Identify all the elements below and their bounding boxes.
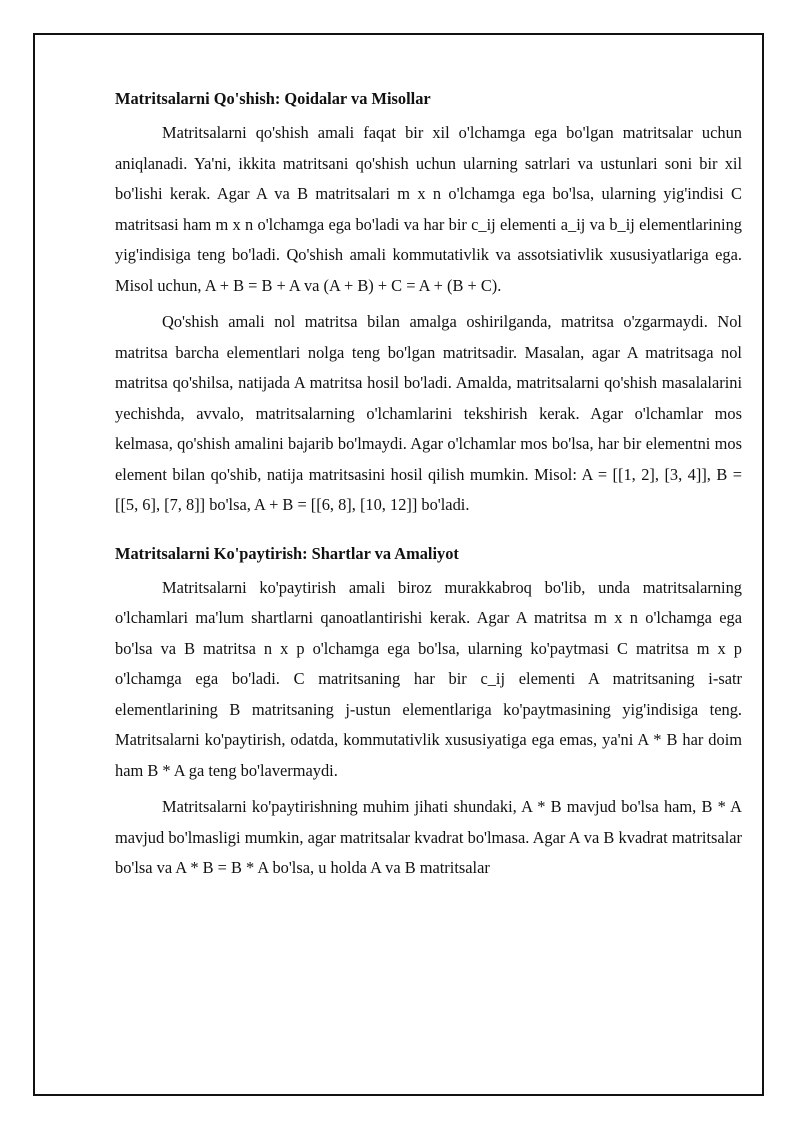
- section-heading-addition: Matritsalarni Qo'shish: Qoidalar va Misollar: [115, 89, 431, 108]
- section-heading-multiplication: Matritsalarni Ko'paytirish: Shartlar va Amaliyot: [115, 543, 459, 563]
- document-body: [115, 84, 742, 890]
- paragraph-addition-rules: Matritsalarni qo'shish amali faqat bir xil o'lchamga ega bo'lgan matritsalar uchun aniqlanadi. Ya'ni, ikkita matritsani qo'shish uchun ularning satrlari va ustunlari soni bir xil bo'lishi kerak. Agar A va B matritsalari m x n o'lchamga ega bo'lsa, ularning yig'indisi C matritsasi ham m x n o'lchamga ega bo'ladi va har bir c_ij elementi a_ij va b_ij elementlarining yig'indisiga teng bo'ladi. Qo'shish amali kommutativlik va assotsiativlik xususiyatlariga ega. Misol uchun, A + B = B + A va (A + B) + C = A + (B + C).: [115, 123, 742, 295]
- paragraph-multiplication-notes: Matritsalarni ko'paytirishning muhim jihati shundaki, A * B mavjud bo'lsa ham, B * A mavjud bo'lmasligi mumkin, agar matritsalar kvadrat bo'lmasa. Agar A va B kvadrat matritsalar bo'lsa va A * B = B * A bo'lsa, u holda A va B matritsalar: [115, 797, 742, 877]
- paragraph-multiplication-conditions: Matritsalarni ko'paytirish amali biroz murakkabroq bo'lib, unda matritsalarning o'lchamlari ma'lum shartlarni qanoatlantirishi kerak. Agar A matritsa m x n o'lchamga ega bo'lsa va B matritsa n x p o'lchamga ega bo'lsa, ularning ko'paytmasi C matritsa m x p o'lchamga ega bo'ladi. C matritsaning har bir c_ij elementi A matritsaning i-satr elementlarining B matritsaning j-ustun elementlariga ko'paytmasining yig'indisiga teng. Matritsalarni ko'paytirish, odatda, kommutativlik xususiyatiga ega emas, ya'ni A * B har doim ham B * A ga teng bo'lavermaydi.: [115, 577, 742, 780]
- paragraph-zero-matrix: Qo'shish amali nol matritsa bilan amalga oshirilganda, matritsa o'zgarmaydi. Nol matritsa barcha elementlari nolga teng bo'lgan matritsadir. Masalan, agar A matritsaga nol matritsa qo'shilsa, natijada A matritsa hosil bo'ladi. Amalda, matritsalarni qo'shish masalalarini yechishda, avvalo, matritsalarning o'lchamlarini tekshirish kerak. Agar o'lchamlar mos kelmasa, qo'shish amalini bajarib bo'lmaydi. Agar o'lchamlar mos bo'lsa, har bir elementni mos element bilan qo'shib, natija matritsasini hosil qilish mumkin. Misol: A = [[1, 2], [3, 4]], B = [[5, 6], [7, 8]] bo'lsa, A + B = [[6, 8], [10, 12]] bo'ladi.: [115, 312, 742, 514]
